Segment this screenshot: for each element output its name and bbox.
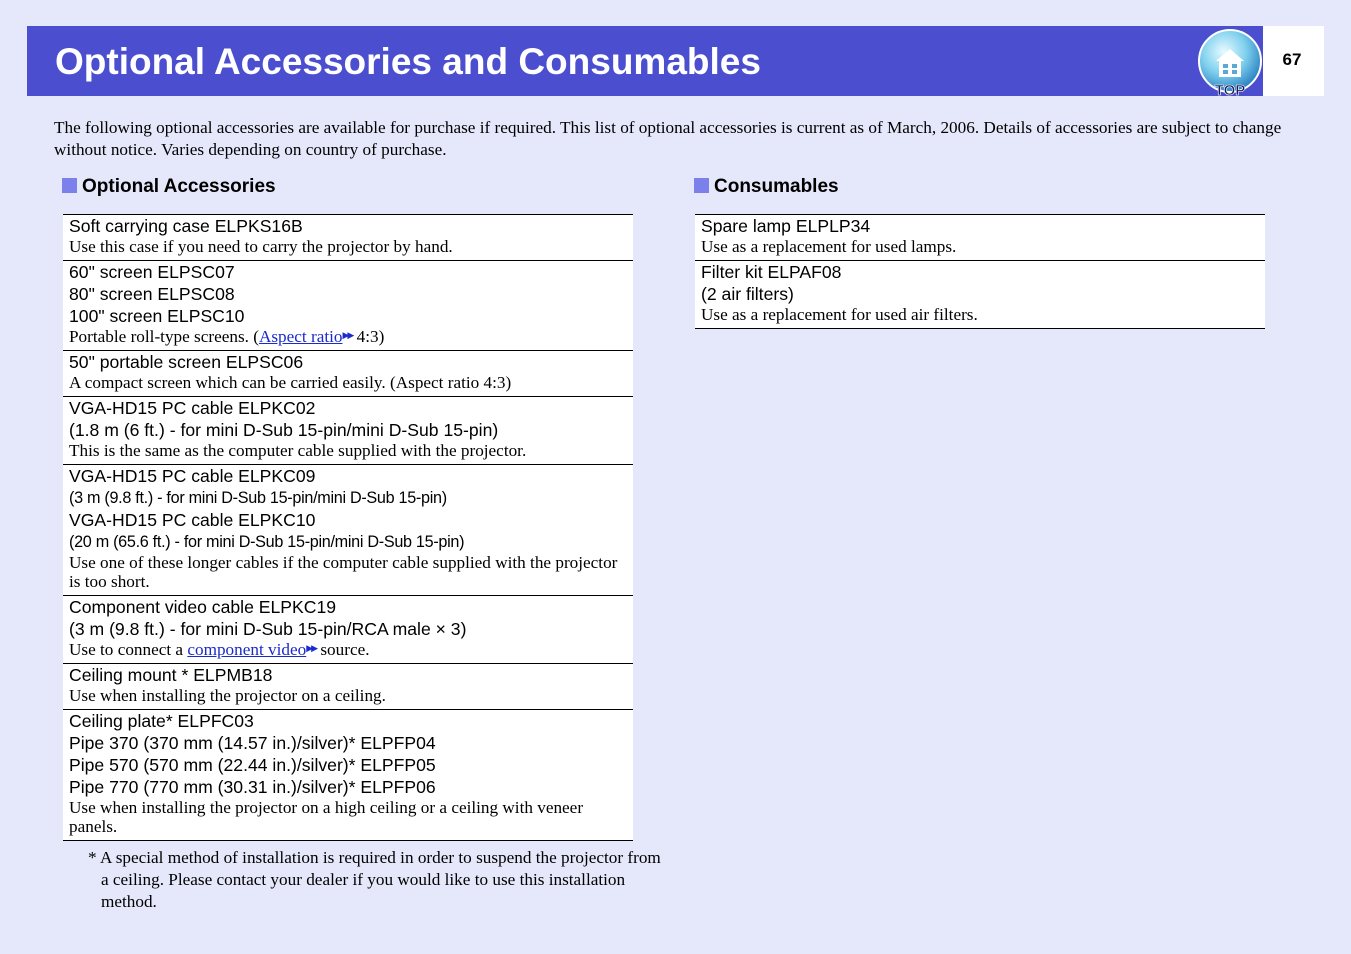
item-name: 60" screen ELPSC07 [69, 262, 235, 282]
table-row [63, 215, 633, 261]
item-name: Pipe 770 (770 mm (30.31 in.)/silver)* ELPFP06 [69, 777, 436, 797]
table-row [63, 465, 633, 596]
table-row [63, 596, 633, 664]
item-name: VGA-HD15 PC cable ELPKC02 [69, 398, 316, 418]
section-square-icon [62, 178, 77, 193]
component-video-link[interactable]: component video [187, 640, 307, 659]
glossary-arrow-icon: ▶▶ [306, 644, 317, 654]
item-name: Soft carrying case ELPKS16B [69, 216, 303, 236]
table-row [695, 215, 1265, 261]
item-name: Component video cable ELPKC19 [69, 597, 337, 617]
section-heading-consumables [694, 176, 839, 198]
page-number: 67 [1282, 50, 1302, 69]
table-row [63, 351, 633, 397]
item-name: 100" screen ELPSC10 [69, 306, 245, 326]
table-row [695, 261, 1265, 329]
item-name: VGA-HD15 PC cable ELPKC09 [69, 466, 316, 486]
table-row [63, 710, 633, 841]
section-heading-label: Consumables [714, 176, 839, 197]
table-row [63, 261, 633, 351]
item-name: Ceiling mount * ELPMB18 [69, 665, 273, 685]
item-name: (3 m (9.8 ft.) - for mini D-Sub 15-pin/RCA male × 3) [69, 619, 467, 639]
section-heading-label: Optional Accessories [82, 176, 276, 197]
item-description: Use one of these longer cables if the computer cable supplied with the projector is too short. [69, 553, 618, 591]
intro-paragraph: The following optional accessories are available for purchase if required. This list of optional accessories is current as of March, 2006. Details of accessories are subject to change without notice. Varies depending on country of purchase. [54, 118, 1282, 159]
page-number-box [1263, 26, 1324, 96]
item-name: Filter kit ELPAF08 [701, 262, 842, 282]
item-name: 50" portable screen ELPSC06 [69, 352, 304, 372]
aspect-ratio-link[interactable]: Aspect ratio [258, 327, 343, 346]
item-description: Use when installing the projector on a ceiling. [69, 686, 386, 705]
footnote: * A special method of installation is required in order to suspend the projector from a ceiling. Please contact your dealer if you would like to use this installation method. [88, 848, 661, 911]
item-name: VGA-HD15 PC cable ELPKC10 [69, 510, 316, 530]
item-description: A compact screen which can be carried easily. (Aspect ratio 4:3) [69, 373, 512, 392]
item-description: Use to connect a component video▶▶ source. [69, 640, 370, 659]
section-square-icon [694, 178, 709, 193]
item-description: Use as a replacement for used air filters. [701, 305, 978, 324]
page-title: Optional Accessories and Consumables [55, 41, 761, 82]
item-description: This is the same as the computer cable supplied with the projector. [69, 441, 527, 460]
item-description: Use this case if you need to carry the projector by hand. [69, 237, 453, 256]
item-name: 80" screen ELPSC08 [69, 284, 235, 304]
item-name: (2 air filters) [701, 284, 794, 304]
consumables-table [695, 214, 1265, 329]
item-name: Spare lamp ELPLP34 [701, 216, 871, 236]
table-row [63, 664, 633, 710]
glossary-arrow-icon: ▶▶ [342, 331, 353, 341]
item-description: Portable roll-type screens. (Aspect ratio▶▶ 4:3) [69, 327, 385, 346]
section-heading-accessories [62, 176, 276, 198]
table-row [63, 397, 633, 465]
item-name: (20 m (65.6 ft.) - for mini D-Sub 15-pin/mini D-Sub 15-pin) [69, 533, 465, 551]
top-label: TOP [1214, 82, 1246, 99]
item-description: Use as a replacement for used lamps. [701, 237, 957, 256]
item-name: (3 m (9.8 ft.) - for mini D-Sub 15-pin/mini D-Sub 15-pin) [69, 489, 447, 507]
top-home-icon[interactable] [1196, 27, 1264, 99]
item-description: Use when installing the projector on a high ceiling or a ceiling with veneer panels. [69, 798, 584, 836]
item-name: Pipe 370 (370 mm (14.57 in.)/silver)* ELPFP04 [69, 733, 436, 753]
item-name: (1.8 m (6 ft.) - for mini D-Sub 15-pin/mini D-Sub 15-pin) [69, 420, 499, 440]
item-name: Pipe 570 (570 mm (22.44 in.)/silver)* ELPFP05 [69, 755, 436, 775]
accessories-table [63, 214, 633, 841]
title-bar [27, 26, 1263, 96]
item-name: Ceiling plate* ELPFC03 [69, 711, 254, 731]
